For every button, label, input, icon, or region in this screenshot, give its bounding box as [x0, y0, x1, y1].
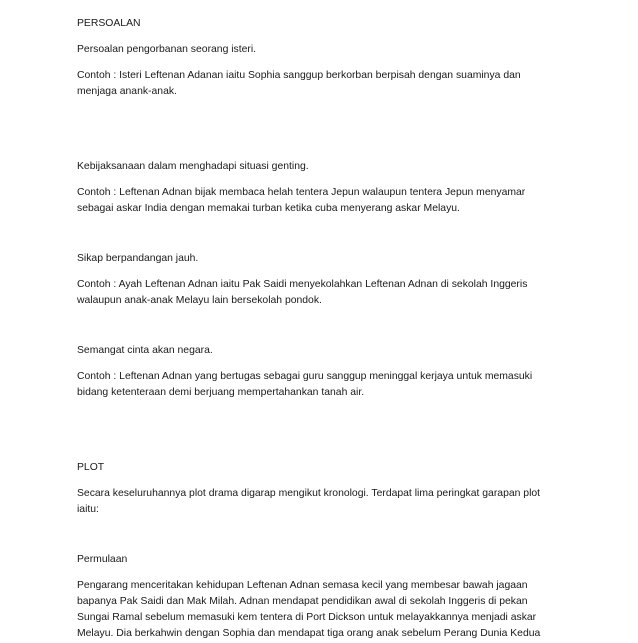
heading-plot: PLOT: [77, 462, 105, 473]
persoalan-pengorbanan: Persoalan pengorbanan seorang isteri.: [77, 44, 257, 55]
persoalan-cinta-negara: Semangat cinta akan negara.: [77, 345, 213, 356]
permulaan-text: Pengarang menceritakan kehidupan Leftenan Adnan semasa kecil yang membesar bawah jagaan bapanya Pak Saidi dan Mak Milah. Adnan mendapat pendidikan awal di sekolah Inggeris di pekan Sungai Ramal sebelum memasuki kem tentera di Port Dickson untuk melayakkannya menjadi askar Melayu. Dia berkahwin dengan Sophia dan mendapat tiga orang anak sebelum Perang Dunia Kedua: [77, 580, 541, 640]
contoh-cinta-negara: Contoh : Leftenan Adnan yang bertugas sebagai guru sanggup meninggal kerjaya untuk memasuki bidang ketenteraan demi berjuang mempertahankan tanah air.: [77, 371, 533, 399]
persoalan-kebijaksanaan: Kebijaksanaan dalam menghadapi situasi genting.: [77, 161, 309, 172]
heading-persoalan: PERSOALAN: [77, 18, 141, 29]
contoh-pengorbanan: Contoh : Isteri Leftenan Adanan iaitu Sophia sanggup berkorban berpisah dengan suaminya dan menjaga anank-anak.: [77, 70, 521, 98]
heading-permulaan: Permulaan: [77, 554, 128, 565]
contoh-berpandangan-jauh: Contoh : Ayah Leftenan Adnan iaitu Pak Saidi menyekolahkan Leftenan Adnan di sekolah Inggeris walaupun anak-anak Melayu lain bersekolah pondok.: [77, 279, 528, 307]
plot-intro: Secara keseluruhannya plot drama digarap mengikut kronologi. Terdapat lima peringkat garapan plot iaitu:: [77, 488, 541, 516]
contoh-kebijaksanaan: Contoh : Leftenan Adnan bijak membaca helah tentera Jepun walaupun tentera Jepun menyamar sebagai askar India dengan memakai turban ketika cuba menyerang askar Melayu.: [77, 187, 526, 215]
persoalan-berpandangan-jauh: Sikap berpandangan jauh.: [77, 253, 199, 264]
